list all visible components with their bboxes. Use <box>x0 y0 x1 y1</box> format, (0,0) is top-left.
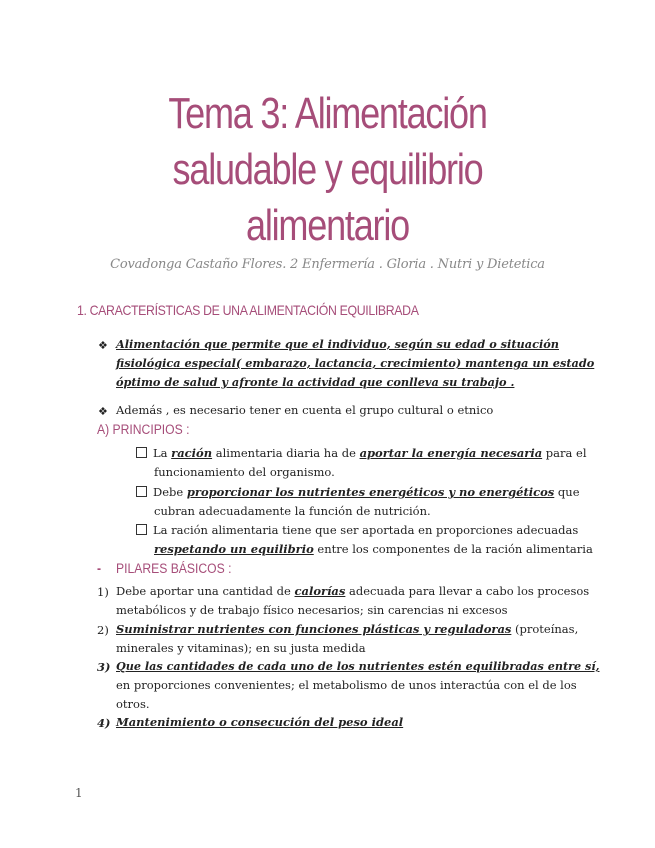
title-line-1: Tema 3: Alimentación <box>168 89 487 138</box>
title-line-3: alimentario <box>246 201 409 250</box>
pilares-heading: PILARES BÁSICOS : <box>116 561 232 576</box>
item-number: 2) <box>97 623 109 637</box>
bullet-definition <box>116 335 594 392</box>
principios-heading: A) PRINCIPIOS : <box>97 422 190 437</box>
diamond-bullet-icon: ❖ <box>98 339 108 352</box>
page-number: 1 <box>75 786 83 800</box>
principio-item-1: La ración alimentaria diaria ha de aportar la energía necesaria para el funcionamiento del organismo. <box>136 444 587 482</box>
checkbox-icon <box>136 447 147 458</box>
checkbox-icon <box>136 524 147 535</box>
pilar-item-1: Debe aportar una cantidad de calorías adecuada para llevar a cabo los procesos metabólicos y de trabajo físico necesarios; sin carencias ni excesos <box>116 584 590 617</box>
bullet-cultural: Además , es necesario tener en cuenta el grupo cultural o etnico <box>116 403 494 417</box>
item-number: 1) <box>97 585 109 599</box>
title-line-2: saludable y equilibrio <box>172 145 483 194</box>
definition-line-2: fisiológica especial( embarazo, lactancia, crecimiento) mantenga un estado <box>116 356 595 370</box>
checkbox-icon <box>136 486 147 497</box>
diamond-bullet-icon: ❖ <box>98 405 108 418</box>
definition-line-1: Alimentación que permite que el individuo, según su edad o situación <box>116 337 559 351</box>
section-heading: 1. CARACTERÍSTICAS DE UNA ALIMENTACIÓN EQUILIBRADA <box>77 302 419 318</box>
principio-item-2: Debe proporcionar los nutrientes energéticos y no energéticos que cubran adecuadamente la función de nutrición. <box>136 483 580 521</box>
item-number: 3) <box>97 660 111 674</box>
pilar-item-2: Suministrar nutrientes con funciones plásticas y reguladoras (proteínas, minerales y vitaminas); en su justa medida <box>116 622 579 655</box>
pilares-dash: - <box>97 561 102 576</box>
definition-line-3: óptimo de salud y afronte la actividad que conlleva su trabajo . <box>116 375 515 389</box>
document-title <box>125 86 531 254</box>
principio-item-3: La ración alimentaria tiene que ser aportada en proporciones adecuadas respetando un equilibrio entre los componentes de la ración alimentaria <box>136 521 593 559</box>
author-subtitle: Covadonga Castaño Flores. 2 Enfermería . Gloria . Nutri y Dietetica <box>110 257 545 272</box>
pilar-item-4: Mantenimiento o consecución del peso ideal <box>116 715 404 729</box>
item-number: 4) <box>97 716 111 730</box>
pilar-item-3: Que las cantidades de cada uno de los nutrientes estén equilibradas entre sí, en proporciones convenientes; el metabolismo de unos interactúa con el de los otros. <box>116 659 600 711</box>
